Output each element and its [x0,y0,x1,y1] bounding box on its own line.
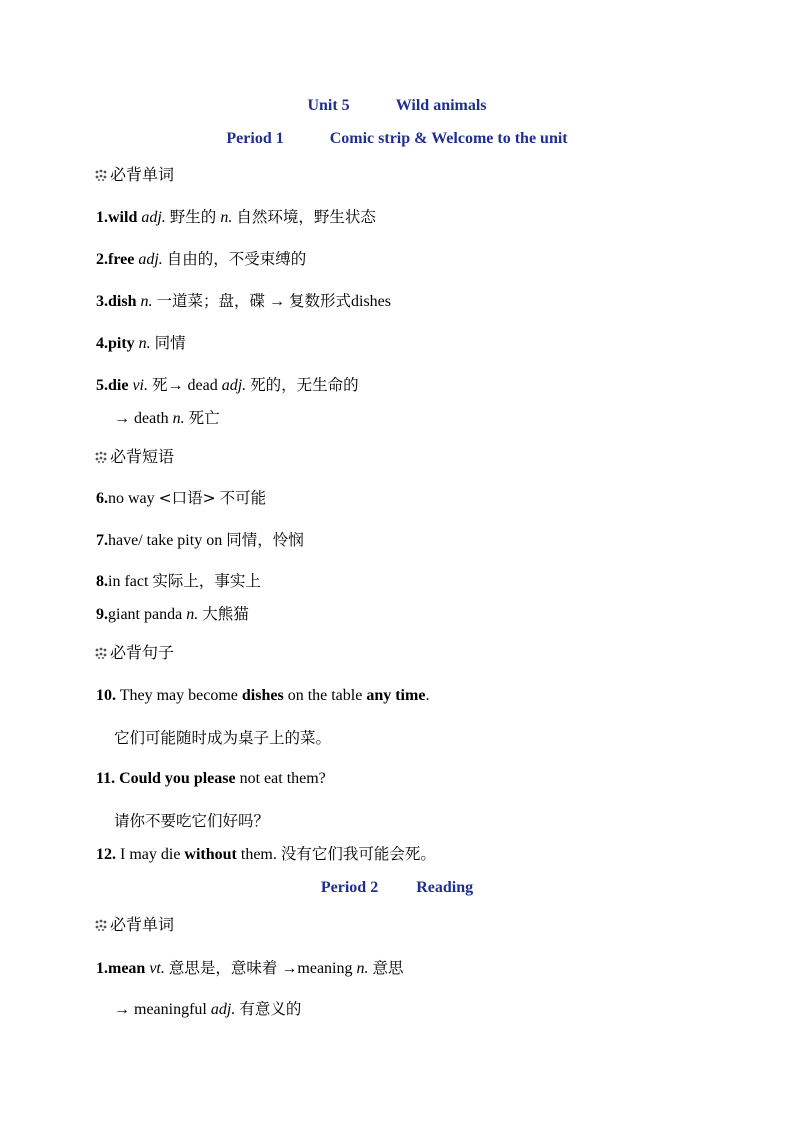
unit-title [0,97,794,115]
meaning: 复数形式 [288,292,351,310]
vocab-word: dish [108,293,137,310]
item-number: 9. [96,606,108,623]
item-number: 8. [96,573,108,590]
sentence-keyword: any time [366,687,426,704]
plural-form: dishes [351,293,391,310]
section-vocab [94,162,174,185]
vocab-item-die-derivative [114,408,220,429]
part-of-speech: n. [186,606,199,623]
phrase-item-no-way [96,488,266,509]
section-vocab-label: 必背单词 [110,915,175,934]
meaning: 自由的，不受束缚的 [166,250,307,268]
usage-note: <口语> [158,489,216,507]
part-of-speech: adj. [210,1001,236,1018]
part-of-speech: n. [140,293,153,310]
sentence-text: them. [240,846,277,863]
item-number: 12. [96,846,116,863]
section-sentences-label: 必背句子 [110,643,175,662]
period-2-label: Period 2 [320,879,379,896]
derived-word: meaningful [134,1001,207,1018]
part-of-speech: n. [138,335,151,352]
unit-number: Unit 5 [307,97,350,114]
sentence-text: I may die [120,846,181,863]
meaning: 实际上，事实上 [152,572,261,590]
vocab-item-die [96,375,359,396]
sentence-item-10 [96,686,429,706]
vocab-word: pity [108,335,135,352]
arrow-icon: → [281,960,298,977]
phrase-item-in-fact [96,571,261,592]
vocab-word: wild [108,209,138,226]
vocab-word: mean [108,960,146,977]
meaning: 死的，无生命的 [250,376,359,394]
section-sentences [94,640,174,663]
sentence-translation: 没有它们我可能会死。 [280,845,436,863]
period-2-name: Reading [416,879,474,896]
vocab-word: free [108,251,135,268]
period-1-title [0,130,794,148]
meaning: 有意义的 [239,1000,302,1018]
item-number: 2. [96,251,108,268]
meaning: 意思是，意味着 [168,959,278,977]
phrase-text: giant panda [108,606,183,623]
phrase-item-giant-panda [96,604,249,625]
phrase-item-take-pity [96,530,304,551]
section-phrases [94,444,174,467]
meaning: 死亡 [188,409,220,427]
derived-word: meaning [297,960,353,977]
sentence-11-translation: 请你不要吃它们好吗？ [114,812,270,830]
arrow-icon: → [114,1001,130,1018]
part-of-speech: n. [220,209,233,226]
sentence-keyword: dishes [241,687,284,704]
meaning: 死 [152,376,168,394]
meaning: 意思 [372,959,404,977]
vocab-item-dish [96,291,391,312]
period-2-title [0,879,794,897]
section-phrases-label: 必背短语 [110,447,175,466]
item-number: 6. [96,490,108,507]
meaning: 一道菜；盘，碟 [156,292,265,310]
item-number: 5. [96,377,108,394]
item-number: 1. [96,209,108,226]
part-of-speech: adj. [138,251,163,268]
flower-bullet-icon [94,919,108,931]
sentence-text: not eat them? [239,770,326,787]
derived-word: death [134,410,169,427]
sentence-10-translation: 它们可能随时成为桌子上的菜。 [114,729,332,747]
vocab-item-pity [96,333,186,354]
phrase-text: have/ take pity on [108,532,223,549]
derived-word: dead [187,377,218,394]
flower-bullet-icon [94,647,108,659]
item-number: 1. [96,960,108,977]
part-of-speech: n. [356,960,369,977]
vocab-word: die [108,377,129,394]
meaning: 同情，怜悯 [226,531,304,549]
sentence-text: . [425,687,430,704]
section-vocab-label: 必背单词 [110,165,175,184]
item-number: 4. [96,335,108,352]
unit-name: Wild animals [395,97,487,114]
part-of-speech: vi. [132,377,148,394]
item-number: 10. [96,687,116,704]
section-vocab-period-2 [94,912,174,935]
item-number: 7. [96,532,108,549]
arrow-icon: → [268,293,285,310]
flower-bullet-icon [94,169,108,181]
period-1-label: Period 1 [226,130,284,147]
period-1-name: Comic strip & Welcome to the unit [329,130,568,147]
phrase-text: no way [108,490,155,507]
part-of-speech: n. [172,410,185,427]
sentence-item-12 [96,844,436,865]
arrow-icon: → [114,410,130,427]
vocab-item-wild [96,207,376,228]
vocab-item-mean-derivative [114,999,301,1020]
meaning: 不可能 [219,489,267,507]
vocab-item-mean [96,958,404,979]
phrase-text: in fact [108,573,149,590]
sentence-text: on the table [287,687,363,704]
part-of-speech: vt. [149,960,165,977]
arrow-icon: → [167,377,184,394]
sentence-keyword: without [184,846,237,863]
meaning: 大熊猫 [202,605,249,623]
part-of-speech: adj. [141,209,166,226]
sentence-item-11 [96,769,326,789]
meaning: 自然环境，野生状态 [236,208,376,226]
item-number: 3. [96,293,108,310]
meaning: 同情 [154,334,186,352]
meaning: 野生的 [169,208,217,226]
item-number: 11. [96,770,116,787]
vocab-item-free [96,249,306,270]
part-of-speech: adj. [221,377,247,394]
sentence-text: They may become [119,687,238,704]
sentence-keyword: Could you please [119,770,236,787]
flower-bullet-icon [94,451,108,463]
